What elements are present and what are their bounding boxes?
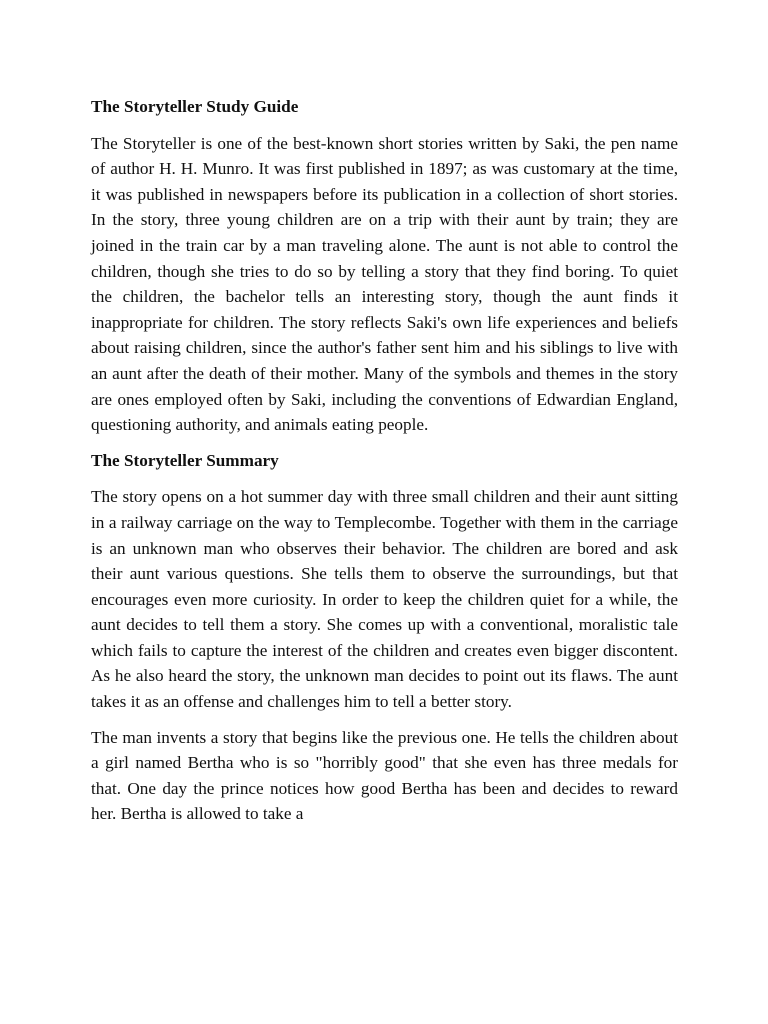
section-heading-summary: The Storyteller Summary bbox=[91, 450, 279, 470]
paragraph-summary-1: The story opens on a hot summer day with three small children and their aunt sitting in a railway carriage on the way to Templecombe. Together with them in the carriage is an unknown man who observes their behavior. The children are bored and ask their aunt various questions. She tells them to observe the surroundings, but that encourages even more curiosity. In order to keep the children quiet for a while, the aunt decides to tell them a story. She comes up with a conventional, moralistic tale which fails to capture the interest of the children and creates even bigger discontent. As he also heard the story, the unknown man decides to point out its flaws. The aunt takes it as an offense and challenges him to tell a better story. bbox=[91, 487, 678, 712]
section-heading-study-guide: The Storyteller Study Guide bbox=[91, 97, 299, 116]
paragraph-summary-2: The man invents a story that begins like the previous one. He tells the children about a girl named Bertha who is so "horribly good" that she even has three medals for that. One day the prince notices how good Bertha has been and decides to reward her. Bertha is allowed to take a bbox=[91, 727, 678, 824]
document-page bbox=[91, 94, 678, 827]
paragraph-introduction: The Storyteller is one of the best-known short stories written by Saki, the pen name of author H. H. Munro. It was first published in 1897; as was customary at the time, it was published in newspapers before its publication in a collection of short stories. In the story, three young children are on a trip with their aunt by train; they are joined in the train car by a man traveling alone. The aunt is not able to control the children, though she tries to do so by telling a story that they find boring. To quiet the children, the bachelor tells an interesting story, though the aunt finds it inappropriate for children. The story reflects Saki's own life experiences and beliefs about raising children, since the author's father sent him and his siblings to live with an aunt after the death of their mother. Many of the symbols and themes in the story are ones employed often by Saki, including the conventions of Edwardian England, questioning authority, and animals eating people. bbox=[91, 133, 678, 435]
